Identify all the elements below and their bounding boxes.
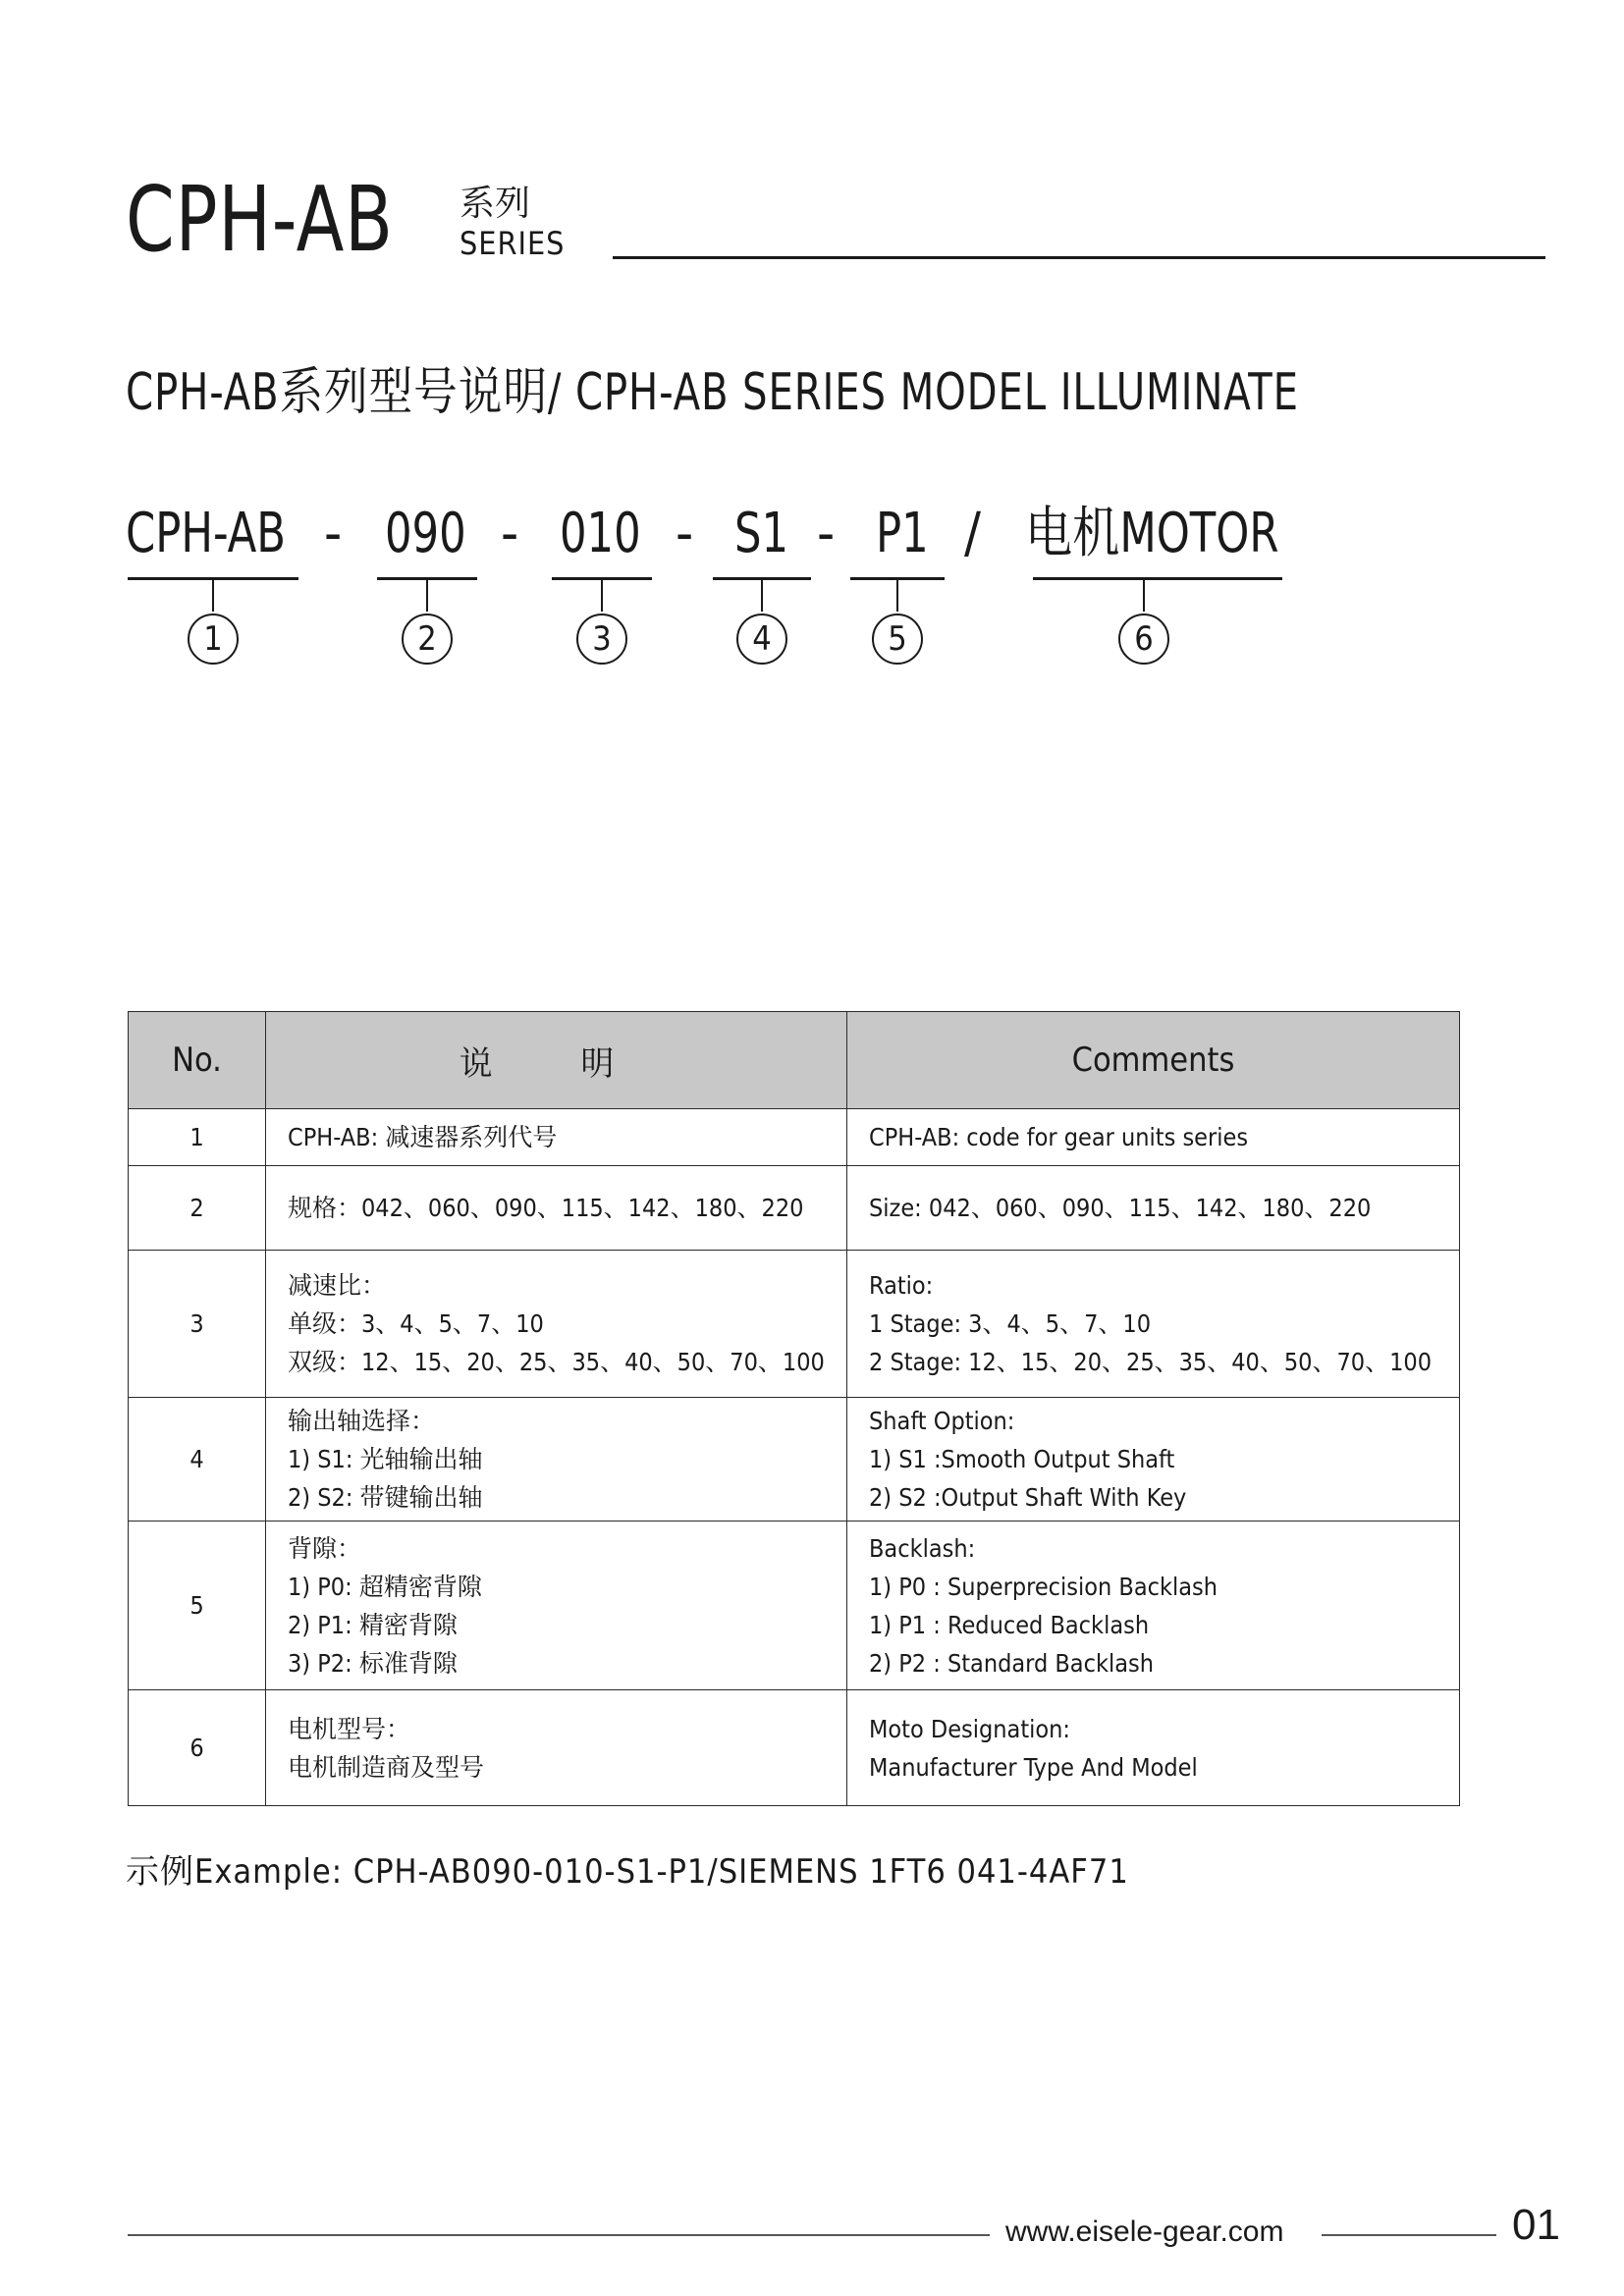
header-comments: Comments [847, 1012, 1460, 1109]
code-segment-backlash: P1 [876, 502, 929, 565]
footer-url: www.eisele-gear.com [1005, 2216, 1284, 2248]
footer-rule-right [1322, 2234, 1496, 2236]
cell-line: Size: 042、060、090、115、142、180、220 [869, 1194, 1372, 1222]
row-comment-en [847, 1109, 1460, 1166]
row-description-cn [266, 1166, 847, 1251]
callout-stem [601, 580, 603, 612]
cell-line: 1) S1 :Smooth Output Shaft [869, 1445, 1175, 1473]
row-comment-en [847, 1166, 1460, 1251]
row-number: 5 [129, 1522, 266, 1690]
row-description-cn [266, 1398, 847, 1522]
cell-line: 双级：12、15、20、25、35、40、50、70、100 [288, 1348, 825, 1376]
code-separator: - [324, 502, 343, 565]
row-description-cn [266, 1251, 847, 1398]
cell-line: 3) P2: 标准背隙 [288, 1648, 458, 1678]
cell-line: 2) P2 : Standard Backlash [869, 1648, 1154, 1678]
callout-stem [761, 580, 763, 612]
cell-line: Manufacturer Type And Model [869, 1752, 1198, 1782]
row-number: 4 [129, 1398, 266, 1522]
cell-line: 2 Stage: 12、15、20、25、35、40、50、70、100 [869, 1348, 1432, 1376]
row-number: 2 [129, 1166, 266, 1251]
cell-line: 1) P0 : Superprecision Backlash [869, 1572, 1218, 1601]
cell-line: 电机制造商及型号 [288, 1752, 485, 1782]
table-row [129, 1690, 1460, 1806]
callout-number: 2 [402, 614, 453, 665]
model-example: 示例Example: CPH-AB090-010-S1-P1/SIEMENS 1FT6 041-4AF71 [126, 1852, 1129, 1892]
cell-line: 规格：042、060、090、115、142、180、220 [288, 1194, 804, 1222]
code-segment-series: CPH-AB [126, 502, 286, 565]
cell-line: 电机型号： [288, 1714, 411, 1743]
header-no: No. [129, 1012, 266, 1109]
callout-stem [896, 580, 898, 612]
code-segment-ratio: 010 [560, 502, 641, 565]
code-separator: - [501, 502, 519, 565]
code-segment-size: 090 [385, 502, 466, 565]
cell-line: 背隙： [288, 1533, 362, 1563]
callout-stem [1143, 580, 1145, 612]
series-title: CPH-AB [126, 167, 394, 272]
header-rule [613, 256, 1545, 259]
code-separator: - [676, 502, 694, 565]
row-description-cn [266, 1109, 847, 1166]
code-underline [1033, 577, 1282, 580]
cell-line: 单级：3、4、5、7、10 [288, 1309, 544, 1338]
callout-number: 6 [1118, 614, 1169, 665]
row-number: 1 [129, 1109, 266, 1166]
cell-line: 2) S2: 带键输出轴 [288, 1483, 483, 1512]
model-spec-table [128, 1011, 1460, 1806]
code-segment-motor: 电机MOTOR [1025, 502, 1279, 565]
cell-line: Backlash: [869, 1533, 976, 1563]
row-comment-en [847, 1251, 1460, 1398]
cell-line: Moto Designation: [869, 1714, 1070, 1743]
cell-line: 1) P1 : Reduced Backlash [869, 1610, 1150, 1639]
table-row [129, 1166, 1460, 1251]
series-label-cn: 系列 [460, 184, 531, 224]
table-row [129, 1398, 1460, 1522]
cell-line: 减速比： [288, 1271, 387, 1300]
callout-stem [212, 580, 214, 612]
cell-line: CPH-AB: 减速器系列代号 [288, 1123, 558, 1151]
callout-number: 3 [576, 614, 627, 665]
cell-line: 1 Stage: 3、4、5、7、10 [869, 1309, 1152, 1338]
table-row [129, 1522, 1460, 1690]
row-comment-en [847, 1522, 1460, 1690]
table-row [129, 1109, 1460, 1166]
callout-number: 5 [872, 614, 923, 665]
series-label-en: SERIES [460, 225, 566, 262]
row-number: 6 [129, 1690, 266, 1806]
cell-line: 2) P1: 精密背隙 [288, 1610, 458, 1639]
cell-line: Ratio: [869, 1271, 934, 1300]
code-segment-shaft: S1 [734, 502, 789, 565]
code-slash: / [964, 502, 981, 565]
row-description-cn [266, 1690, 847, 1806]
section-heading: CPH-AB系列型号说明/ CPH-AB SERIES MODEL ILLUMINATE [126, 363, 1299, 422]
row-number: 3 [129, 1251, 266, 1398]
cell-line: CPH-AB: code for gear units series [869, 1123, 1249, 1151]
row-comment-en [847, 1690, 1460, 1806]
row-comment-en [847, 1398, 1460, 1522]
callout-number: 1 [188, 614, 239, 665]
cell-line: 输出轴选择： [288, 1407, 436, 1435]
code-separator: - [817, 502, 836, 565]
cell-line: 1) P0: 超精密背隙 [288, 1572, 482, 1601]
cell-line: Shaft Option: [869, 1407, 1015, 1435]
table-row [129, 1251, 1460, 1398]
callout-stem [426, 580, 428, 612]
callout-number: 4 [736, 614, 787, 665]
cell-line: 1) S1: 光轴输出轴 [288, 1445, 483, 1473]
page-number: 01 [1512, 2201, 1560, 2249]
header-description-cn: 说 明 [266, 1012, 847, 1109]
table-header-row [129, 1012, 1460, 1109]
footer-rule-left [128, 2234, 990, 2236]
cell-line: 2) S2 :Output Shaft With Key [869, 1483, 1187, 1512]
row-description-cn [266, 1522, 847, 1690]
